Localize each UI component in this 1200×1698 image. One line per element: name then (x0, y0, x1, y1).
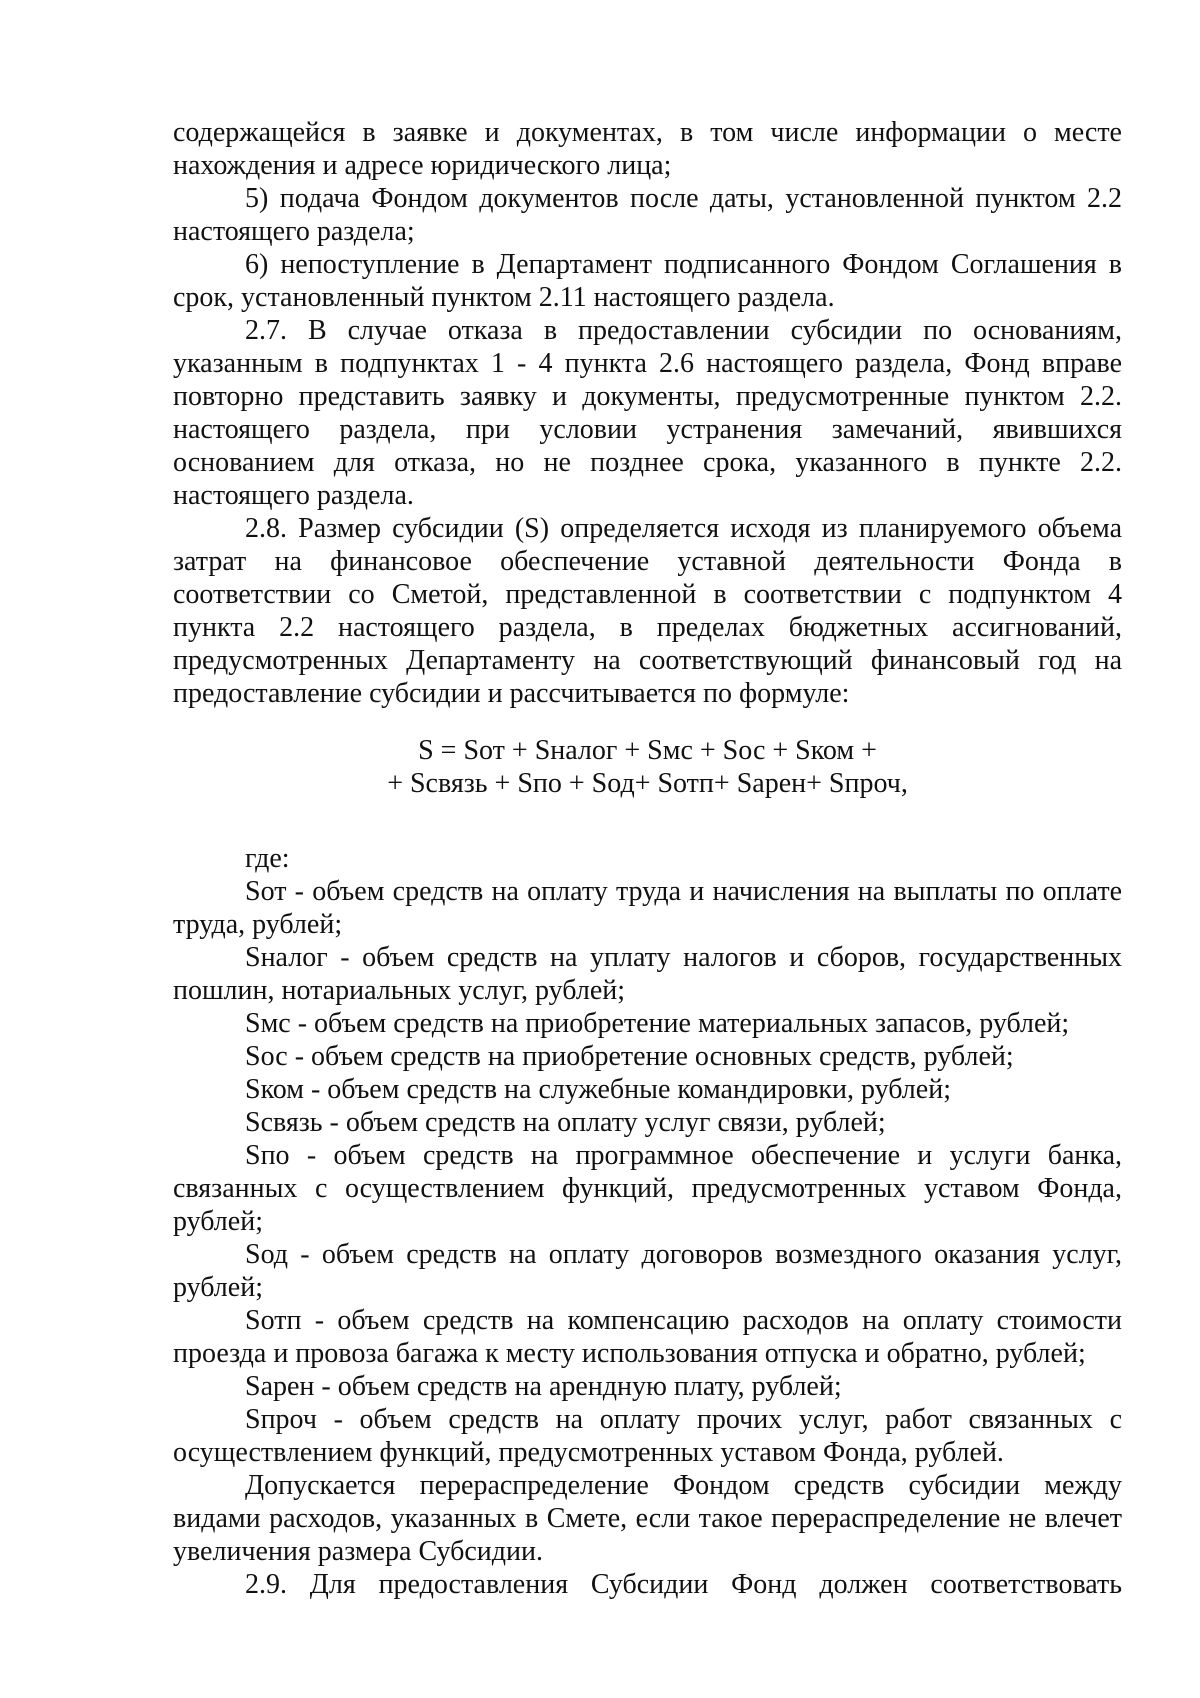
definition-spo: Sпо - объем средств на программное обеспечение и услуги банка, связанных с осуществлением функций, предусмотренных уставом Фонда, рублей; (173, 1140, 1122, 1237)
clause-2-7: 2.7. В случае отказа в предоставлении субсидии по основаниям, указанным в подпунктах 1 - 4 пункта 2.6 настоящего раздела, Фонд вправе повторно представить заявку и документы, предусмотренные пунктом 2.2. настоящего раздела, при условии устранения замечаний, явившихся основанием для отказа, но не позднее срока, указанного в пункте 2.2. настоящего раздела. (173, 315, 1122, 511)
definition-ssvyaz: Sсвязь - объем средств на оплату услуг связи, рублей; (245, 1107, 886, 1138)
where-label: где: (245, 843, 290, 874)
formula-line-2: + Sсвязь + Sпо + Sод+ Sотп+ Sарен+ Sпроч, (387, 768, 908, 799)
definition-smc: Sмс - объем средств на приобретение материальных запасов, рублей; (245, 1008, 1070, 1039)
definition-saren: Sарен - объем средств на арендную плату, рублей; (245, 1371, 842, 1402)
definition-soc: Sос - объем средств на приобретение основных средств, рублей; (245, 1041, 1014, 1072)
definition-snalog: Sналог - объем средств на уплату налогов и сборов, государственных пошлин, нотариальных услуг, рублей; (173, 942, 1122, 1006)
redistribution-paragraph: Допускается перераспределение Фондом средств субсидии между видами расходов, указанных в Смете, если такое перераспределение не влечет увеличения размера Субсидии. (173, 1470, 1122, 1567)
document-body (173, 116, 1122, 1601)
definition-sotp: Sотп - объем средств на компенсацию расходов на оплату стоимости проезда и провоза багажа к месту использования отпуска и обратно, рублей; (173, 1305, 1122, 1369)
definition-sod: Sод - объем средств на оплату договоров возмездного оказания услуг, рублей; (173, 1239, 1122, 1303)
clause-2-9-start: 2.9. Для предоставления Субсидии Фонд должен соответствовать (245, 1569, 1122, 1600)
definition-skom: Sком - объем средств на служебные командировки, рублей; (245, 1074, 951, 1105)
definition-sproch: Sпроч - объем средств на оплату прочих услуг, работ связанных с осуществлением функций, предусмотренных уставом Фонда, рублей. (173, 1404, 1122, 1468)
intro-fragment: содержащейся в заявке и документах, в том числе информации о месте нахождения и адресе юридического лица; (173, 117, 1122, 181)
item-5: 5) подача Фондом документов после даты, установленной пунктом 2.2 настоящего раздела; (173, 183, 1122, 247)
formula (173, 734, 1122, 800)
definition-sot: Sот - объем средств на оплату труда и начисления на выплаты по оплате труда, рублей; (173, 876, 1122, 940)
formula-line-1: S = Sот + Sналог + Sмс + Sос + Sком + (418, 735, 877, 766)
item-6: 6) непоступление в Департамент подписанного Фондом Соглашения в срок, установленный пунктом 2.11 настоящего раздела. (173, 249, 1122, 313)
clause-2-8: 2.8. Размер субсидии (S) определяется исходя из планируемого объема затрат на финансовое обеспечение уставной деятельности Фонда в соответствии со Сметой, представленной в соответствии с подпунктом 4 пункта 2.2 настоящего раздела, в пределах бюджетных ассигнований, предусмотренных Департаменту на соответствующий финансовый год на предоставление субсидии и рассчитывается по формуле: (173, 513, 1122, 709)
